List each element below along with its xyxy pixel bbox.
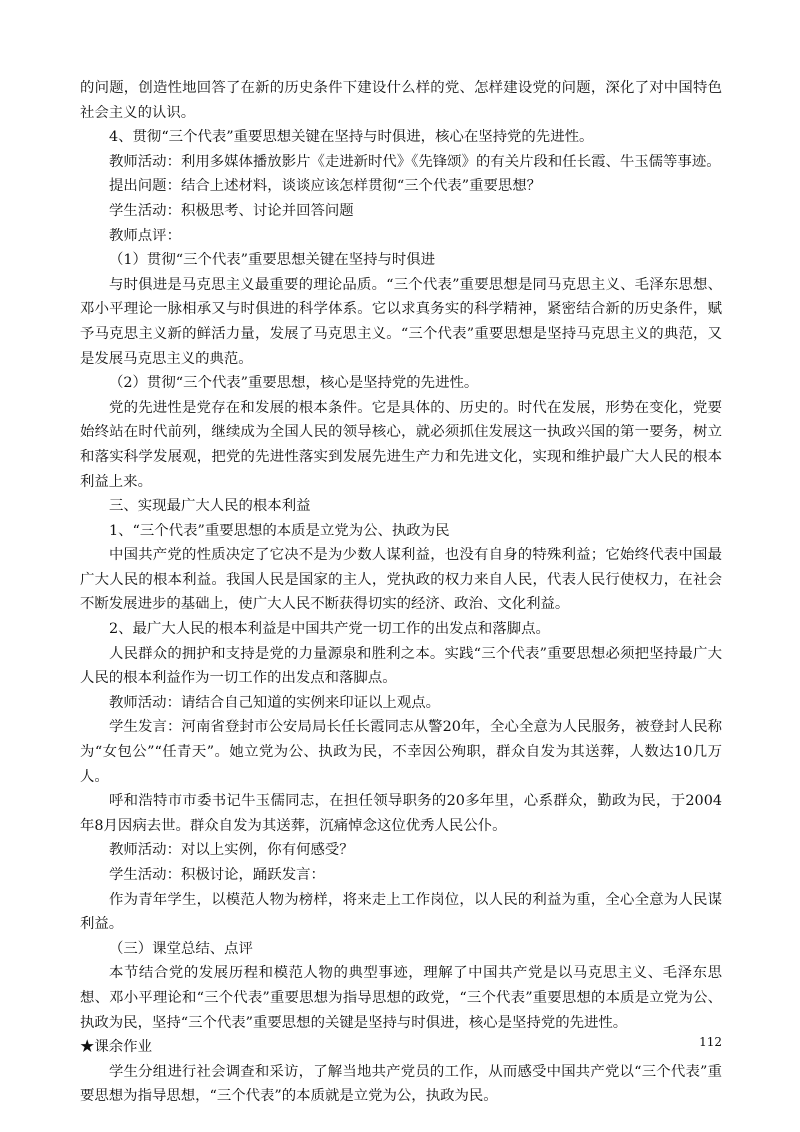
paragraph: 教师活动：利用多媒体播放影片《走进新时代》《先锋颂》的有关片段和任长霞、牛玉儒等事迹。 bbox=[109, 153, 721, 170]
section-heading: 三、实现最广大人民的根本利益 bbox=[109, 498, 311, 515]
paragraph: （1）贯彻“三个代表”重要思想关键在坚持与时俱进 bbox=[109, 252, 436, 269]
paragraph: （2）贯彻“三个代表”重要思想，核心是坚持党的先进性。 bbox=[109, 375, 479, 392]
paragraph: 2、最广大人民的根本利益是中国共产党一切工作的出发点和落脚点。 bbox=[109, 621, 550, 638]
paragraph: 的问题，创造性地回答了在新的历史条件下建设什么样的党、怎样建设党的问题，深化了对中国特色社会主义的认识。 bbox=[80, 80, 722, 121]
paragraph: 4、贯彻“三个代表”重要思想关键在坚持与时俱进，核心在坚持党的先进性。 bbox=[109, 129, 594, 146]
paragraph: 提出问题：结合上述材料，谈谈应该怎样贯彻“三个代表”重要思想？ bbox=[109, 178, 542, 195]
paragraph: 作为青年学生，以模范人物为榜样，将来走上工作岗位，以人民的利益为重，全心全意为人民谋利益。 bbox=[80, 891, 722, 933]
paragraph: 教师点评： bbox=[109, 227, 181, 244]
paragraph: 党的先进性是党存在和发展的根本条件。它是具体的、历史的。时代在发展，形势在变化，党要始终站在时代前列，继续成为全国人民的领导核心，就必须抓住发展这一执政兴国的第一要务，树立和落实科学发展观，把党的先进性落实到发展先进生产力和先进文化，实现和维护最广大人民的根本利益上来。 bbox=[80, 399, 722, 490]
page-number: 112 bbox=[699, 1035, 722, 1049]
paragraph: 学生分组进行社会调查和采访，了解当地共产党员的工作，从而感受中国共产党以“三个代表”重要思想为指导思想，“三个代表”的本质就是立党为公，执政为民。 bbox=[80, 1063, 722, 1105]
paragraph: 1、“三个代表”重要思想的本质是立党为公、执政为民 bbox=[109, 522, 450, 539]
document-page bbox=[80, 76, 722, 1109]
section-heading: （三）课堂总结、点评 bbox=[109, 940, 253, 957]
homework-heading: ★课余作业 bbox=[80, 1039, 152, 1056]
paragraph: 学生活动：积极讨论，踊跃发言： bbox=[109, 867, 325, 883]
paragraph: 人民群众的拥护和支持是党的力量源泉和胜利之本。实践“三个代表”重要思想必须把坚持最广大人民的根本利益作为一切工作的出发点和落脚点。 bbox=[80, 645, 722, 687]
paragraph: 呼和浩特市市委书记牛玉儒同志，在担任领导职务的20多年里，心系群众，勤政为民，于2004年8月因病去世。群众自发为其送葬，沉痛悼念这位优秀人民公仆。 bbox=[80, 793, 722, 834]
paragraph: 教师活动：对以上实例，你有何感受？ bbox=[109, 842, 354, 859]
paragraph: 本节结合党的发展历程和模范人物的典型事迹，理解了中国共产党是以马克思主义、毛泽东思想、邓小平理论和“三个代表”重要思想为指导思想的政党，“三个代表”重要思想的本质是立党为公、执政为民，坚持“三个代表”重要思想的关键是坚持与时俱进，核心是坚持党的先进性。 bbox=[80, 965, 722, 1031]
paragraph: 学生活动：积极思考、讨论并回答问题 bbox=[109, 202, 354, 219]
paragraph: 与时俱进是马克思主义最重要的理论品质。“三个代表”重要思想是同马克思主义、毛泽东思想、邓小平理论一脉相承又与时俱进的科学体系。它以求真务实的科学精神，紧密结合新的历史条件，赋予马克思主义新的鲜活力量，发展了马克思主义。“三个代表”重要思想是坚持马克思主义的典范，又是发展马克思主义的典范。 bbox=[80, 276, 722, 367]
paragraph: 中国共产党的性质决定了它决不是为少数人谋利益，也没有自身的特殊利益；它始终代表中国最广大人民的根本利益。我国人民是国家的主人，党执政的权力来自人民，代表人民行使权力，在社会不断发展进步的基础上，使广大人民不断获得切实的经济、政治、文化利益。 bbox=[80, 547, 722, 613]
paragraph: 教师活动：请结合自己知道的实例来印证以上观点。 bbox=[109, 694, 440, 711]
paragraph: 学生发言：河南省登封市公安局局长任长霞同志从警20年，全心全意为人民服务，被登封人民称为“女包公”“任青天”。她立党为公、执政为民，不幸因公殉职，群众自发为其送葬，人数达10几万人。 bbox=[80, 719, 722, 785]
